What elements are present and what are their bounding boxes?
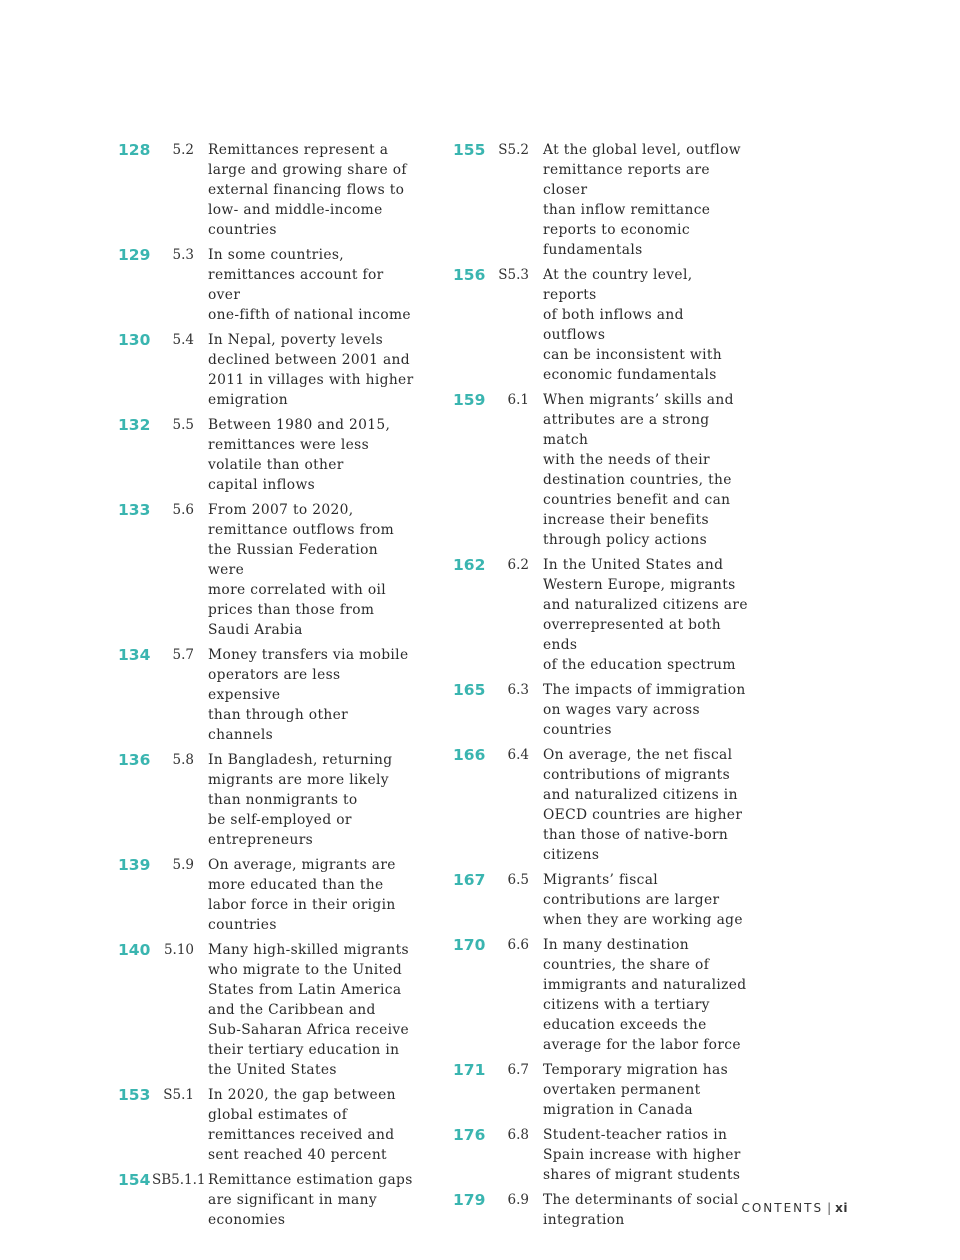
toc-page-number: 129 <box>118 246 151 264</box>
toc-figure-title: In 2020, the gap between global estimates of remittances received and sent reached 40 percent <box>208 1087 396 1163</box>
toc-entry[interactable] <box>447 870 750 930</box>
toc-page-number: 154 <box>118 1171 151 1189</box>
toc-entry[interactable] <box>447 555 750 675</box>
toc-entry[interactable] <box>447 680 750 740</box>
toc-figure-title: When migrants’ skills and attributes are a strong match with the needs of their destination countries, the countries benefit and can increase their benefits through policy actions <box>543 392 734 548</box>
toc-entry[interactable] <box>112 330 415 410</box>
toc-figure-number: S5.2 <box>498 142 529 158</box>
toc-figure-title: Temporary migration has overtaken permanent migration in Canada <box>543 1062 729 1118</box>
toc-figure-number: S5.3 <box>498 267 529 283</box>
toc-entry[interactable] <box>112 500 415 640</box>
toc-page-number: 155 <box>453 141 486 159</box>
toc-figure-title: Remittances represent a large and growing share of external financing flows to low- and middle-income countries <box>208 142 407 238</box>
toc-figure-title: The determinants of social integration <box>543 1192 739 1228</box>
toc-figure-title: Student-teacher ratios in Spain increase with higher shares of migrant students <box>543 1127 741 1183</box>
toc-entry[interactable] <box>447 140 750 260</box>
toc-figure-title: Migrants’ fiscal contributions are larger when they are working age <box>543 872 743 928</box>
toc-entry[interactable] <box>112 940 415 1080</box>
toc-page-number: 167 <box>453 871 486 889</box>
toc-figure-number: 6.1 <box>507 392 529 408</box>
toc-entry[interactable] <box>112 1085 415 1165</box>
toc-figure-number: 6.4 <box>507 747 529 763</box>
toc-page-number: 134 <box>118 646 151 664</box>
toc-page-number: 170 <box>453 936 486 954</box>
toc-figure-title: At the global level, outflow remittance reports are closer than inflow remittance reports to economic fundamentals <box>543 142 741 258</box>
toc-entry[interactable] <box>112 1170 415 1230</box>
toc-figure-title: In some countries, remittances account for over one-fifth of national income <box>208 247 411 323</box>
toc-figure-number: S5.1 <box>163 1087 194 1103</box>
toc-figure-title: In many destination countries, the share of immigrants and naturalized citizens with a tertiary education exceeds the average for the labor force <box>543 937 747 1053</box>
toc-figure-title: In the United States and Western Europe, migrants and naturalized citizens are overrepresented at both ends of the education spectrum <box>543 557 748 673</box>
toc-entry[interactable] <box>112 645 415 745</box>
toc-page-number: 156 <box>453 266 486 284</box>
toc-figure-number: 5.2 <box>172 142 194 158</box>
toc-figure-title: Money transfers via mobile operators are less expensive than through other channels <box>208 647 409 743</box>
toc-figure-title: Many high-skilled migrants who migrate to the United States from Latin America and the Caribbean and Sub-Saharan Africa receive their tertiary education in the United States <box>208 942 410 1078</box>
toc-figure-number: 6.7 <box>507 1062 529 1078</box>
toc-figure-title: The impacts of immigration on wages vary across countries <box>543 682 746 738</box>
page-footer <box>741 1201 848 1215</box>
toc-page-number: 162 <box>453 556 486 574</box>
toc-entry[interactable] <box>447 265 750 385</box>
footer-separator: | <box>827 1201 832 1215</box>
toc-figure-title: From 2007 to 2020, remittance outflows from the Russian Federation were more correlated with oil prices than those from Saudi Arabia <box>208 502 395 638</box>
toc-page-number: 166 <box>453 746 486 764</box>
toc-page-number: 140 <box>118 941 151 959</box>
footer-page-number: xi <box>835 1201 848 1215</box>
toc-figure-number: 6.6 <box>507 937 529 953</box>
toc-figure-number: 6.2 <box>507 557 529 573</box>
toc-page-number: 130 <box>118 331 151 349</box>
toc-figure-number: 6.3 <box>507 682 529 698</box>
toc-figure-number: 6.8 <box>507 1127 529 1143</box>
toc-page-number: 159 <box>453 391 486 409</box>
toc-entry[interactable] <box>447 1190 750 1230</box>
toc-figure-number: 5.8 <box>172 752 194 768</box>
toc-page-number: 132 <box>118 416 151 434</box>
toc-entry[interactable] <box>447 745 750 865</box>
toc-figure-number: 5.4 <box>172 332 194 348</box>
toc-page-number: 179 <box>453 1191 486 1209</box>
toc-page-number: 153 <box>118 1086 151 1104</box>
toc-figure-number: 5.7 <box>172 647 194 663</box>
toc-entry[interactable] <box>112 140 415 240</box>
toc-entry[interactable] <box>447 935 750 1055</box>
toc-figure-number: 5.5 <box>172 417 194 433</box>
toc-page-number: 165 <box>453 681 486 699</box>
toc-entry[interactable] <box>112 245 415 325</box>
toc-figure-number: SB5.1.1 <box>152 1172 206 1188</box>
toc-column-left <box>112 140 415 1235</box>
toc-entry[interactable] <box>447 1060 750 1120</box>
toc-figure-number: 5.6 <box>172 502 194 518</box>
toc-figure-title: In Bangladesh, returning migrants are more likely than nonmigrants to be self-employed or entrepreneurs <box>208 752 393 848</box>
toc-column-right <box>447 140 750 1235</box>
toc-figure-title: On average, migrants are more educated than the labor force in their origin countries <box>208 857 396 933</box>
toc-entry[interactable] <box>112 750 415 850</box>
toc-page-number: 171 <box>453 1061 486 1079</box>
toc-figure-title: At the country level, reports of both inflows and outflows can be inconsistent with economic fundamentals <box>543 267 722 383</box>
toc-figure-number: 5.9 <box>172 857 194 873</box>
toc-page-number: 136 <box>118 751 151 769</box>
toc-figure-number: 6.5 <box>507 872 529 888</box>
toc-entry[interactable] <box>112 415 415 495</box>
toc-figure-title: On average, the net fiscal contributions of migrants and naturalized citizens in OECD countries are higher than those of native-born citizens <box>543 747 743 863</box>
toc-entry[interactable] <box>447 390 750 550</box>
toc-page-number: 176 <box>453 1126 486 1144</box>
toc-page-number: 139 <box>118 856 151 874</box>
footer-section-label: CONTENTS <box>741 1201 824 1215</box>
toc-figure-title: Between 1980 and 2015, remittances were less volatile than other capital inflows <box>208 417 391 493</box>
toc-figure-number: 6.9 <box>507 1192 529 1208</box>
toc-page-number: 133 <box>118 501 151 519</box>
toc-figure-number: 5.10 <box>163 942 194 958</box>
toc-figure-title: Remittance estimation gaps are significant in many economies <box>208 1172 413 1228</box>
toc-figure-title: In Nepal, poverty levels declined between 2001 and 2011 in villages with higher emigration <box>208 332 414 408</box>
toc-page-number: 128 <box>118 141 151 159</box>
toc-entry[interactable] <box>112 855 415 935</box>
toc-entry[interactable] <box>447 1125 750 1185</box>
toc-figure-number: 5.3 <box>172 247 194 263</box>
